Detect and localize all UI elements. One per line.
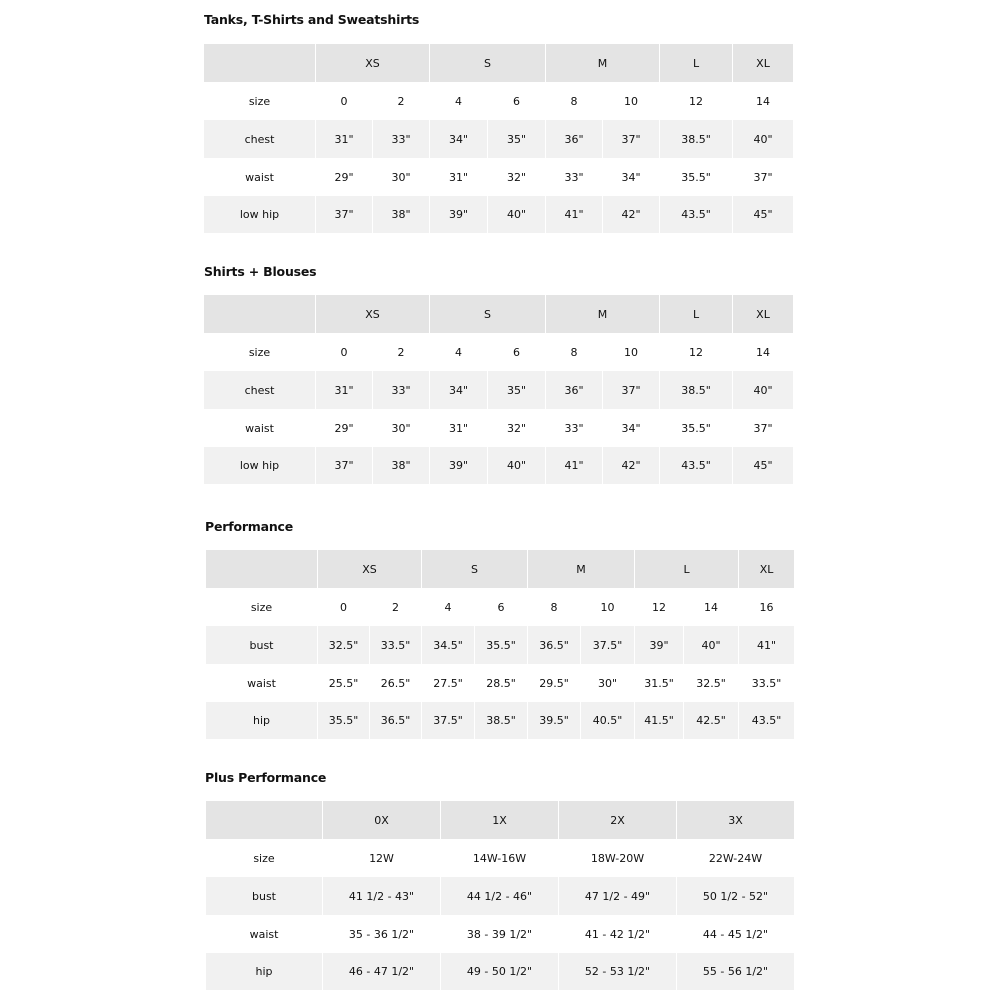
table-row-size — [204, 333, 793, 371]
row-label: low hip — [204, 196, 316, 233]
size-header-xl: XL — [733, 44, 793, 82]
table-cell: 43.5" — [660, 196, 733, 233]
table-cell: 33.5" — [751, 676, 782, 690]
table-cell: 35.5" — [660, 158, 733, 196]
row-label: waist — [206, 915, 323, 953]
table-cell: 36.5" — [370, 702, 422, 739]
table-row-size — [206, 839, 794, 877]
table-cell: 37" — [603, 371, 660, 409]
table-row-low-hip — [204, 196, 793, 233]
table-cell: 41 1/2 - 43" — [323, 877, 441, 915]
table-cell: 18W-20W — [559, 839, 677, 877]
table-cell: 12 — [660, 82, 733, 120]
table-cell: 32.5" — [318, 626, 370, 664]
table-cell: 27.5" — [422, 664, 475, 702]
table-cell: 14 — [684, 588, 739, 626]
table-cell: 33" — [546, 158, 603, 196]
table-cell: 38.5" — [660, 120, 733, 158]
table-cell: 0 — [316, 82, 373, 120]
table-cell: 33" — [546, 409, 603, 447]
table-cell: 10 — [603, 333, 660, 371]
table-row-size — [204, 82, 793, 120]
table-cell: 39" — [430, 196, 488, 233]
size-header-3x: 3X — [677, 801, 794, 839]
table-cell: 40" — [488, 196, 546, 233]
table-cell: 40" — [488, 447, 546, 484]
table-cell: 35.5" — [660, 409, 733, 447]
table-cell: 38.5" — [475, 702, 528, 739]
table-row-bust — [206, 626, 794, 664]
size-header-m: M — [528, 550, 635, 588]
table-cell: 34" — [603, 158, 660, 196]
table-cell: 32.5" — [684, 664, 739, 702]
table-cell: 8 — [546, 333, 603, 371]
row-label: size — [206, 839, 323, 877]
header-blank-cell — [204, 295, 316, 333]
table-header-row — [206, 801, 794, 839]
table-cell: 37" — [753, 170, 773, 184]
table-cell: 44 - 45 1/2" — [702, 927, 769, 941]
table-cell: 34" — [430, 120, 488, 158]
table-row-waist — [206, 915, 794, 953]
table-cell: 31.5" — [635, 664, 684, 702]
row-label: chest — [204, 371, 316, 409]
section-title-shirts: Shirts + Blouses — [204, 264, 317, 279]
size-header-xs: XS — [316, 44, 430, 82]
size-header-m: M — [546, 295, 660, 333]
size-table-shirts — [204, 295, 793, 484]
table-cell: 8 — [546, 82, 603, 120]
table-cell: 32" — [488, 409, 546, 447]
table-row-hip — [206, 702, 794, 739]
table-cell: 2 — [370, 588, 422, 626]
table-cell: 12 — [635, 588, 684, 626]
table-row-low-hip — [204, 447, 793, 484]
table-cell: 14W-16W — [441, 839, 559, 877]
table-cell: 38 - 39 1/2" — [441, 915, 559, 953]
table-cell: 29" — [316, 409, 373, 447]
table-cell: 42.5" — [684, 702, 739, 739]
table-cell: 43.5" — [660, 447, 733, 484]
table-cell: 49 - 50 1/2" — [441, 953, 559, 990]
row-label: size — [204, 82, 316, 120]
table-cell: 43.5" — [739, 702, 794, 739]
row-label: size — [204, 333, 316, 371]
table-row-waist — [204, 409, 793, 447]
table-cell: 39.5" — [528, 702, 581, 739]
table-cell: 52 - 53 1/2" — [559, 953, 677, 990]
table-cell: 35 - 36 1/2" — [323, 915, 441, 953]
size-header-0x: 0X — [323, 801, 441, 839]
table-header-row — [206, 550, 794, 588]
table-cell: 41.5" — [635, 702, 684, 739]
header-blank-cell — [206, 801, 323, 839]
table-cell: 40" — [733, 371, 793, 409]
table-cell: 34" — [430, 371, 488, 409]
table-cell: 6 — [488, 82, 546, 120]
size-header-xl: XL — [739, 550, 794, 588]
table-row-chest — [204, 120, 793, 158]
header-blank-cell — [206, 550, 318, 588]
table-row-hip — [206, 953, 794, 990]
table-cell: 36.5" — [528, 626, 581, 664]
table-cell: 10 — [603, 82, 660, 120]
table-cell: 37" — [316, 196, 373, 233]
table-row-waist — [204, 158, 793, 196]
table-cell: 6 — [488, 333, 546, 371]
size-header-2x: 2X — [559, 801, 677, 839]
size-header-s: S — [430, 295, 546, 333]
size-header-xs: XS — [316, 295, 430, 333]
table-cell: 40" — [684, 626, 739, 664]
table-cell: 45" — [733, 196, 793, 233]
table-cell: 37" — [316, 447, 373, 484]
table-cell: 46 - 47 1/2" — [323, 953, 441, 990]
table-cell: 29.5" — [528, 664, 581, 702]
table-cell: 37" — [603, 120, 660, 158]
section-title-plus-performance: Plus Performance — [205, 770, 327, 785]
table-cell: 14 — [756, 345, 771, 359]
size-header-m: M — [546, 44, 660, 82]
table-cell: 33" — [373, 371, 430, 409]
table-cell: 28.5" — [475, 664, 528, 702]
size-header-s: S — [422, 550, 528, 588]
size-header-s: S — [430, 44, 546, 82]
table-cell: 12W — [323, 839, 441, 877]
table-row-bust — [206, 877, 794, 915]
size-header-1x: 1X — [441, 801, 559, 839]
table-cell: 26.5" — [370, 664, 422, 702]
table-cell: 12 — [660, 333, 733, 371]
table-row-waist — [206, 664, 794, 702]
row-label: waist — [204, 158, 316, 196]
table-cell: 22W-24W — [708, 851, 763, 865]
table-header-row — [204, 295, 793, 333]
table-cell: 39" — [430, 447, 488, 484]
size-header-xl: XL — [733, 295, 793, 333]
table-cell: 2 — [373, 82, 430, 120]
table-cell: 42" — [603, 447, 660, 484]
table-cell: 34" — [603, 409, 660, 447]
table-cell: 4 — [430, 82, 488, 120]
row-label: bust — [206, 877, 323, 915]
table-cell: 41" — [546, 196, 603, 233]
table-cell: 41 - 42 1/2" — [559, 915, 677, 953]
table-cell: 38" — [373, 447, 430, 484]
section-title-tanks: Tanks, T-Shirts and Sweatshirts — [204, 12, 420, 27]
section-title-performance: Performance — [205, 519, 294, 534]
row-label: bust — [206, 626, 318, 664]
table-cell: 47 1/2 - 49" — [559, 877, 677, 915]
table-cell: 35" — [488, 371, 546, 409]
size-header-l: L — [660, 295, 733, 333]
table-cell: 30" — [373, 409, 430, 447]
table-cell: 45" — [733, 447, 793, 484]
table-cell: 31" — [316, 371, 373, 409]
table-row-chest — [204, 371, 793, 409]
table-cell: 8 — [528, 588, 581, 626]
table-cell: 31" — [430, 158, 488, 196]
row-label: low hip — [204, 447, 316, 484]
table-cell: 10 — [581, 588, 635, 626]
table-cell: 30" — [373, 158, 430, 196]
table-header-row — [204, 44, 793, 82]
table-cell: 41" — [739, 626, 794, 664]
table-cell: 35.5" — [318, 702, 370, 739]
table-cell: 0 — [318, 588, 370, 626]
table-cell: 37" — [753, 421, 773, 435]
table-cell: 25.5" — [318, 664, 370, 702]
table-row-size — [206, 588, 794, 626]
table-cell: 39" — [635, 626, 684, 664]
table-cell: 33.5" — [370, 626, 422, 664]
row-label: waist — [206, 664, 318, 702]
row-label: hip — [206, 702, 318, 739]
table-cell: 6 — [475, 588, 528, 626]
row-label: chest — [204, 120, 316, 158]
table-cell: 35.5" — [475, 626, 528, 664]
table-cell: 44 1/2 - 46" — [441, 877, 559, 915]
size-table-tanks — [204, 44, 793, 233]
size-table-performance — [206, 550, 794, 739]
table-cell: 37.5" — [581, 626, 635, 664]
table-cell: 0 — [316, 333, 373, 371]
size-header-l: L — [660, 44, 733, 82]
row-label: hip — [206, 953, 323, 990]
table-cell: 40" — [733, 120, 793, 158]
row-label: size — [206, 588, 318, 626]
row-label: waist — [204, 409, 316, 447]
table-cell: 4 — [430, 333, 488, 371]
size-header-l: L — [635, 550, 739, 588]
table-cell: 14 — [756, 94, 771, 108]
table-cell: 50 1/2 - 52" — [677, 877, 794, 915]
table-cell: 42" — [603, 196, 660, 233]
table-cell: 30" — [581, 664, 635, 702]
table-cell: 38.5" — [660, 371, 733, 409]
table-cell: 33" — [373, 120, 430, 158]
table-cell: 32" — [488, 158, 546, 196]
table-cell: 38" — [373, 196, 430, 233]
table-cell: 37.5" — [422, 702, 475, 739]
header-blank-cell — [204, 44, 316, 82]
table-cell: 36" — [546, 371, 603, 409]
table-cell: 55 - 56 1/2" — [677, 953, 794, 990]
table-cell: 4 — [422, 588, 475, 626]
table-cell: 16 — [759, 600, 774, 614]
table-cell: 34.5" — [422, 626, 475, 664]
table-cell: 31" — [316, 120, 373, 158]
table-cell: 35" — [488, 120, 546, 158]
table-cell: 36" — [546, 120, 603, 158]
size-header-xs: XS — [318, 550, 422, 588]
table-cell: 41" — [546, 447, 603, 484]
table-cell: 2 — [373, 333, 430, 371]
table-cell: 29" — [316, 158, 373, 196]
table-cell: 40.5" — [581, 702, 635, 739]
size-table-plus-performance — [206, 801, 794, 990]
table-cell: 31" — [430, 409, 488, 447]
